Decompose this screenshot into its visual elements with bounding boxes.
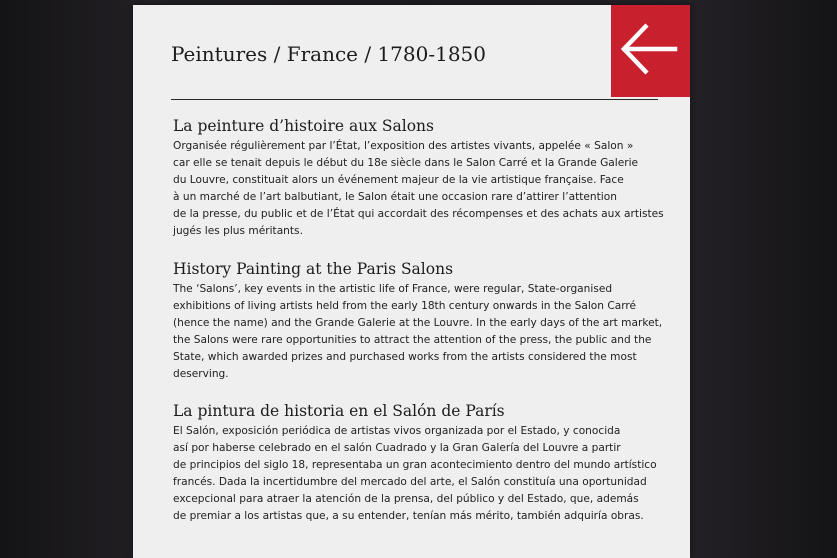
- back-navigation-box[interactable]: [611, 5, 690, 97]
- text-line: excepcional para atraer la atención de la prensa, del público y del Estado, que, además: [173, 493, 639, 505]
- text-line: The ‘Salons’, key events in the artistic life of France, were regular, State-organised: [173, 283, 613, 295]
- section-text-french: [173, 138, 664, 240]
- text-line: the Salons were rare opportunities to attract the attention of the press, the public and the: [173, 334, 652, 346]
- text-line: car elle se tenait depuis le début du 18e siècle dans le Salon Carré et la Grande Galerie: [173, 157, 639, 169]
- text-line: de principios del siglo 18, representaba un gran acontecimiento dentro del mundo artístico: [173, 459, 657, 471]
- text-line: exhibitions of living artists held from the early 18th century onwards in the Salon Carré: [173, 300, 637, 312]
- section-title-spanish: La pintura de historia en el Salón de París: [173, 402, 505, 420]
- text-line: así por haberse celebrado en el salón Cuadrado y la Gran Galería del Louvre a partir: [173, 442, 621, 454]
- section-text-spanish: [173, 423, 657, 525]
- section-title-english: History Painting at the Paris Salons: [173, 260, 454, 278]
- panel-heading: Peintures / France / 1780-1850: [171, 42, 486, 66]
- text-line: du Louvre, constituait alors un événement majeur de la vie artistique française. Face: [173, 174, 624, 186]
- section-text-english: [173, 281, 662, 383]
- section-title-french: La peinture d’histoire aux Salons: [173, 117, 434, 135]
- text-line: jugés les plus méritants.: [173, 225, 303, 237]
- text-line: à un marché de l’art balbutiant, le Salon était une occasion rare d’attirer l’attention: [173, 191, 617, 203]
- text-line: (hence the name) and the Grande Galerie at the Louvre. In the early days of the art market,: [173, 317, 663, 329]
- text-line: El Salón, exposición periódica de artistas vivos organizada por el Estado, y conocida: [173, 425, 621, 437]
- heading-divider: [171, 99, 658, 100]
- text-line: State, which awarded prizes and purchased works from the artists considered the most: [173, 351, 637, 363]
- text-line: francés. Dada la incertidumbre del mercado del arte, el Salón constituía una oportunidad: [173, 476, 647, 488]
- left-arrow-icon: [611, 5, 690, 97]
- text-line: Organisée régulièrement par l’État, l’exposition des artistes vivants, appelée « Salon »: [173, 140, 634, 152]
- text-line: de la presse, du public et de l’État qui accordait des récompenses et des achats aux artistes: [173, 208, 664, 220]
- text-line: deserving.: [173, 368, 229, 380]
- text-line: de premiar a los artistas que, a su entender, tenían más mérito, también adquiría obras.: [173, 510, 644, 522]
